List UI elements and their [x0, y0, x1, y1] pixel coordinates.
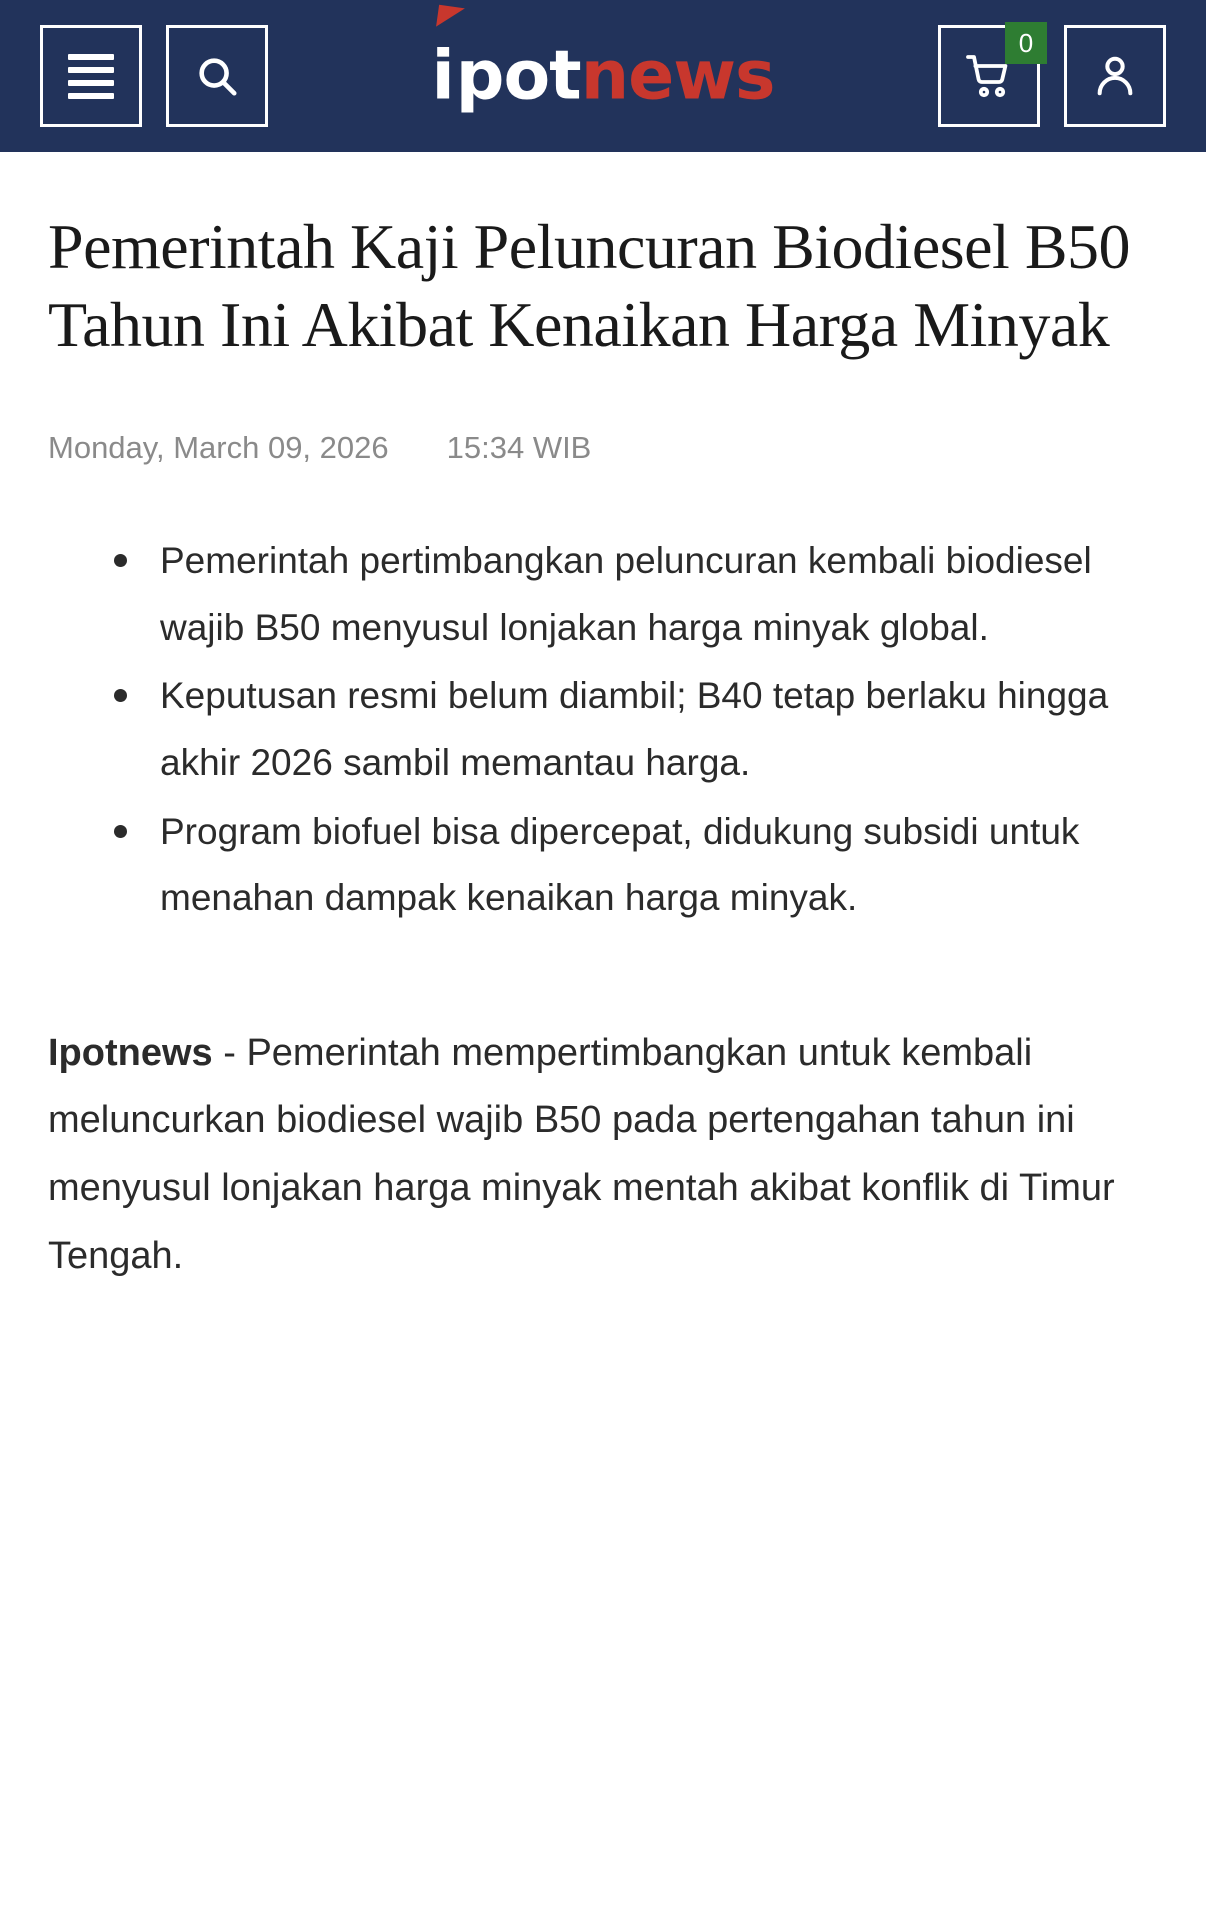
- logo-text-i: i: [431, 36, 454, 116]
- article-source-label: Ipotnews: [48, 1031, 213, 1074]
- logo-letter-i: [431, 37, 453, 116]
- header-left-actions: [40, 25, 268, 127]
- article-date: Monday, March 09, 2026: [48, 430, 389, 466]
- user-icon: [1092, 50, 1138, 102]
- article-meta: [48, 430, 1158, 466]
- list-item: Program biofuel bisa dipercepat, didukung subsidi untuk menahan dampak kenaikan harga minyak.: [106, 799, 1158, 932]
- cart-button[interactable]: [938, 25, 1040, 127]
- search-button[interactable]: [166, 25, 268, 127]
- list-item: Keputusan resmi belum diambil; B40 tetap berlaku hingga akhir 2026 sambil memantau harga.: [106, 663, 1158, 796]
- article-body-text: - Pemerintah mempertimbangkan untuk kembali meluncurkan biodiesel wajib B50 pada pertengahan tahun ini menyusul lonjakan harga minyak mentah akibat konflik di Timur Tengah.: [48, 1031, 1115, 1277]
- logo-flag-icon: [436, 5, 465, 30]
- article-container: [0, 152, 1206, 1290]
- article-summary-list: [48, 528, 1158, 932]
- article-time: 15:34 WIB: [446, 430, 592, 466]
- header-right-actions: [938, 25, 1166, 127]
- list-item: Pemerintah pertimbangkan peluncuran kembali biodiesel wajib B50 menyusul lonjakan harga minyak global.: [106, 528, 1158, 661]
- logo-text-pot: pot: [455, 36, 581, 116]
- search-icon: [194, 53, 240, 99]
- page-title: Pemerintah Kaji Peluncuran Biodiesel B50 Tahun Ini Akibat Kenaikan Harga Minyak: [48, 211, 1130, 361]
- site-logo[interactable]: [431, 37, 774, 116]
- menu-button[interactable]: [40, 25, 142, 127]
- article-body: [48, 1020, 1158, 1291]
- account-button[interactable]: [1064, 25, 1166, 127]
- hamburger-icon: [68, 54, 114, 99]
- cart-count-badge: 0: [1005, 22, 1047, 64]
- site-header: [0, 0, 1206, 152]
- logo-text-news: news: [580, 36, 775, 116]
